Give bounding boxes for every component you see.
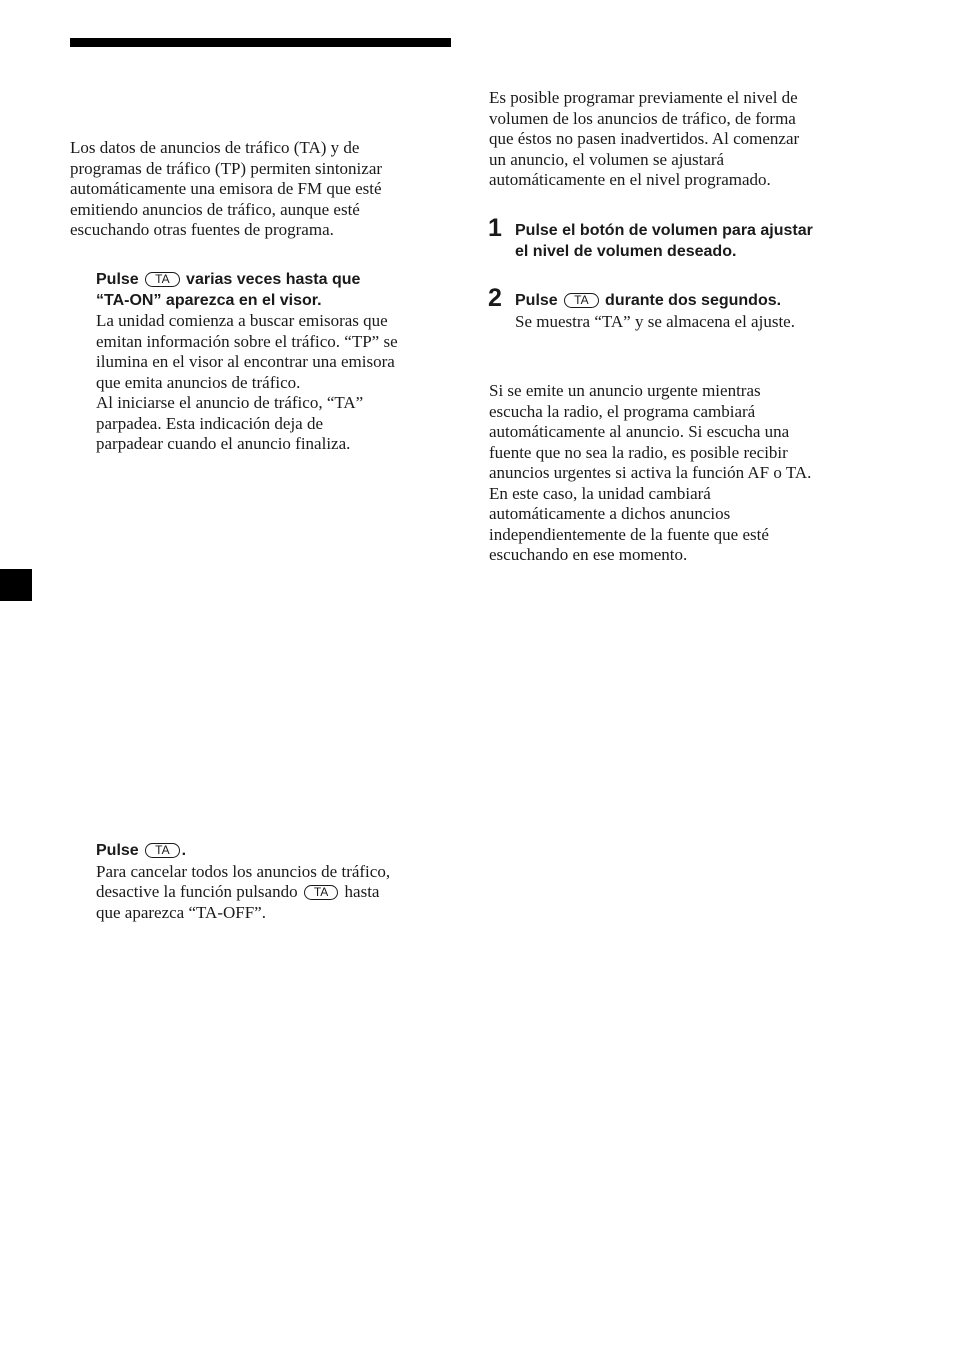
step-ta-cancel [96, 841, 390, 923]
step-ta-cancel-instruction: Pulse TA . [96, 842, 187, 859]
step-ta-on [96, 270, 398, 455]
ta-key-icon: TA [564, 293, 598, 308]
step-volume-store [515, 291, 795, 332]
right-intro-paragraph: Es posible programar previamente el nivel de volumen de los anuncios de tráfico, de forma que éstos no pasen inadvertidos. Al comenzar un anuncio, el volumen se ajustará automáticamente en el nivel programado. [489, 88, 800, 189]
step-ta-on-instruction-line2: “TA-ON” aparezca en el visor. [96, 291, 322, 309]
step-volume-store-instruction: Pulse TA durante dos segundos. [515, 292, 782, 309]
step-ta-on-instruction: Pulse TA varias veces hasta que [96, 271, 361, 288]
step-ta-cancel-description-2: desactive la función pulsando TA hasta [96, 882, 380, 901]
step-number-1: 1 [488, 214, 502, 242]
step-ta-on-description: La unidad comienza a buscar emisoras que emitan información sobre el tráfico. “TP” se ilumina en el visor al encontrar una emisora que emita anuncios de tráfico. Al iniciarse el anuncio de tráfico, “TA” parpadea. Esta indicación deja de parpadear cuando el anuncio finaliza. [96, 311, 398, 453]
step-volume-instruction: Pulse el botón de volumen para ajustar el nivel de volumen deseado. [515, 222, 813, 260]
ta-key-icon: TA [304, 885, 338, 900]
section-heading-rule [70, 38, 451, 47]
step-ta-cancel-description-1: Para cancelar todos los anuncios de tráfico, [96, 861, 391, 881]
ta-key-icon: TA [145, 843, 179, 858]
ta-key-icon: TA [145, 272, 179, 287]
step-ta-cancel-description-3: que aparezca “TA-OFF”. [96, 902, 266, 922]
left-intro-paragraph: Los datos de anuncios de tráfico (TA) y de programas de tráfico (TP) permiten sintonizar automáticamente una emisora de FM que esté emitiendo anuncios de tráfico, aunque esté escuchando otras fuentes de programa. [70, 138, 383, 239]
page-edge-tab [0, 569, 32, 601]
urgent-announcement-paragraph: Si se emite un anuncio urgente mientras escucha la radio, el programa cambiará automáticamente al anuncio. Si escucha una fuente que no sea la radio, es posible recibir anuncios urgentes si activa la función AF o TA. En este caso, la unidad cambiará automáticamente a dichos anuncios independientemente de la fuente que esté escuchando en ese momento. [489, 381, 812, 564]
step-volume-store-description: Se muestra “TA” y se almacena el ajuste. [515, 311, 795, 331]
step-number-2: 2 [488, 284, 502, 312]
